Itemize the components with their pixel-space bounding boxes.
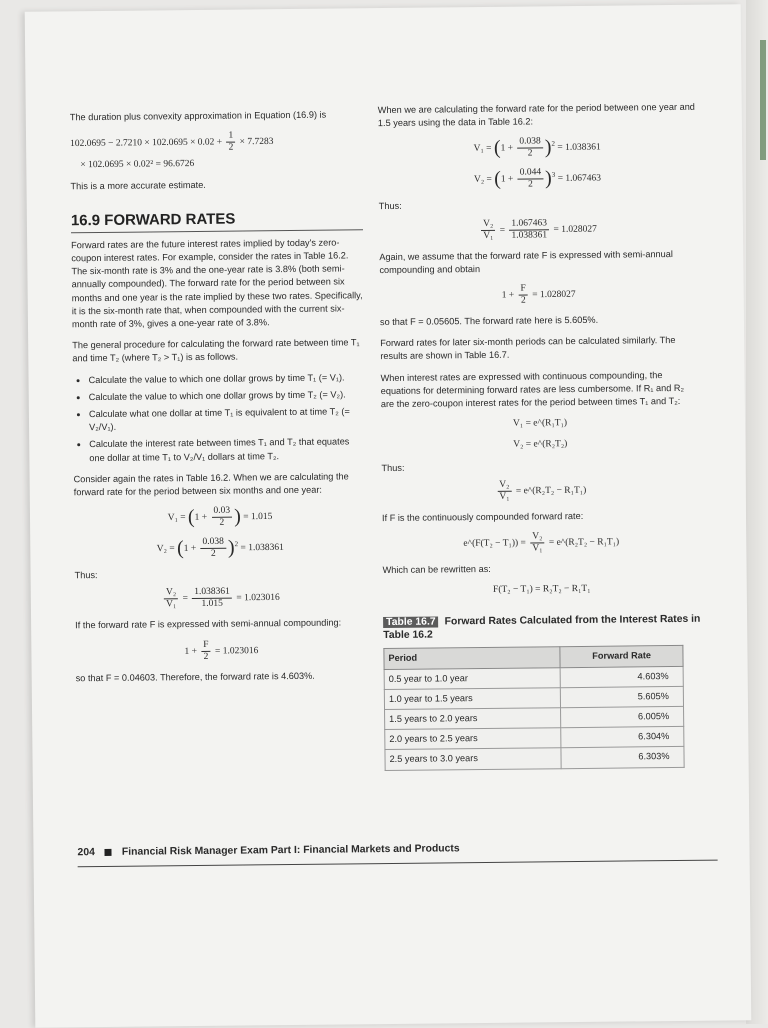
eq-part: V₁ = <box>167 513 189 524</box>
continuous-ratio <box>382 478 700 504</box>
table-cell: 5.605% <box>561 686 684 707</box>
fraction-denominator: V₁ <box>532 543 543 554</box>
right-intro: When we are calculating the forward rate for the period between one year and 1.5 years using the data in Table 16.2: <box>377 101 695 129</box>
procedure-list <box>72 371 365 465</box>
eq-part: 102.0695 − 2.7210 × 102.0695 × 0.02 + <box>70 137 225 150</box>
fraction <box>517 137 543 160</box>
fraction <box>192 587 232 610</box>
book-title: Financial Risk Manager Exam Part I: Financial Markets and Products <box>121 843 460 858</box>
v2-equation: V₂ = (1 + $\frac{0.038}{2}$ )$^2$ = 1.038361 <box>156 536 284 560</box>
fraction-numerator: 0.044 <box>518 168 543 180</box>
fraction-denominator: 1.038361 <box>511 229 548 241</box>
fraction-denominator: V₁ <box>499 491 510 502</box>
fraction-denominator: V₁ <box>483 230 494 241</box>
fraction-numerator: F <box>201 640 210 652</box>
eq-part: = 1.038361 <box>554 142 601 154</box>
ratio-equation: $\frac{\text{V₂}}{\text{V₁}}$ = $\frac{1.038361}{1.015}$ = 1.023016 <box>165 587 280 610</box>
forward-equation <box>75 638 367 664</box>
eq-part: 1 + <box>184 646 200 657</box>
eq-continuation: × 102.0695 × 0.02² = 96.6726 <box>80 159 195 171</box>
thus-label: Thus: <box>378 201 402 212</box>
eq-part: = 1.028027 <box>529 289 576 301</box>
table-cell: 2.0 years to 2.5 years <box>385 728 562 750</box>
book-page <box>25 4 752 1027</box>
left-intro: The duration plus convexity approximation in Equation (16.9) is <box>69 109 327 123</box>
list-item: • Calculate the interest rate between times T₁ and T₂ that equates one dollar at time T₁ to V₂/V₁ dollars at time T₂. <box>89 436 365 465</box>
fraction <box>200 537 226 560</box>
fraction-denominator: 2 <box>528 179 533 190</box>
table-cell: 6.303% <box>561 747 684 768</box>
eq-part: V₁ = <box>473 143 494 155</box>
fraction-numerator: V₂ <box>497 480 511 492</box>
continuous-forward <box>382 530 700 556</box>
fraction <box>518 284 528 307</box>
separator-square-icon <box>105 849 112 856</box>
fraction-denominator: 2 <box>527 148 533 159</box>
forward-rates-table <box>383 645 684 770</box>
eq-part: 1 + <box>501 290 517 301</box>
fraction <box>509 218 549 241</box>
fraction-numerator: V₂ <box>530 531 544 543</box>
fraction-numerator: 1.038361 <box>192 587 232 599</box>
fraction <box>481 218 495 241</box>
table-number: Table 16.7 <box>383 617 439 629</box>
rewritten-equation: F(T₂ − T₁) = R₂T₂ − R₁T₁ <box>492 584 591 596</box>
fraction-denominator: 2 <box>203 651 209 662</box>
table-cell: 1.5 years to 2.0 years <box>385 708 562 730</box>
table-cell: 2.5 years to 3.0 years <box>385 748 562 770</box>
table-title: Forward Rates Calculated from the Interest Rates in Table 16.2 <box>383 614 701 642</box>
page-tab-marker <box>760 40 766 160</box>
fraction <box>497 480 511 503</box>
fraction <box>211 506 232 529</box>
paragraph: Which can be rewritten as: <box>382 563 491 576</box>
thus-label: Thus: <box>381 462 405 473</box>
paragraph: When interest rates are expressed with continuous compounding, the equations for determining forward rates are less cumbersome. If R₁ and R₂ are the zero-coupon interest rates for the period between times T₁ and T₂: <box>380 369 685 410</box>
eq-part: = 1.067463 <box>555 173 602 185</box>
thus-label: Thus: <box>74 570 98 581</box>
fraction-numerator: 1 <box>226 131 235 143</box>
fraction-numerator: 1.067463 <box>509 218 549 230</box>
fraction-numerator: F <box>518 284 527 296</box>
fraction-denominator: 2 <box>210 549 216 560</box>
paragraph: If the forward rate F is expressed with semi-annual compounding: <box>75 617 342 631</box>
fraction <box>518 168 544 191</box>
table-cell: 6.304% <box>561 727 684 748</box>
continuous-v1: V₁ = e^(R₁T₁) <box>512 418 568 429</box>
page-number: 204 <box>77 847 95 859</box>
table-cell: 0.5 year to 1.0 year <box>384 667 561 689</box>
estimate-text: This is a more accurate estimate. <box>70 180 206 192</box>
fraction-numerator: V₂ <box>164 588 178 600</box>
eq-part: e^(F(T₂ − T₁)) = <box>463 538 529 549</box>
fraction-numerator: 0.038 <box>200 537 225 549</box>
eq-part: × 7.7283 <box>237 137 274 148</box>
fraction-numerator: 0.03 <box>211 506 232 518</box>
paragraph: If F is the continuously compounded forward rate: <box>381 510 584 523</box>
eq-part: = 1.023016 <box>212 645 259 657</box>
fraction-denominator: 1.015 <box>201 599 223 610</box>
v2-equation: V₂ = (1 + $\frac{0.044}{2}$ )$^3$ = 1.067463 <box>473 167 602 191</box>
list-item: • Calculate what one dollar at time T₁ is equivalent to at time T₂ (= V₂/V₁). <box>89 405 365 434</box>
list-item: • Calculate the value to which one dollar grows by time T₂ (= V₂). <box>89 388 365 404</box>
paragraph: Consider again the rates in Table 16.2. When we are calculating the forward rate for the period between six months and one year: <box>73 471 349 498</box>
eq-part: V₂ = <box>473 174 495 186</box>
section-title: 16.9 FORWARD RATES <box>71 211 363 233</box>
fraction <box>530 531 544 554</box>
eq-part: = 1.038361 <box>238 543 284 554</box>
eq-part: = 1.028027 <box>551 224 597 235</box>
fraction-denominator: 2 <box>520 295 526 306</box>
table-cell: 6.005% <box>561 706 684 727</box>
fraction <box>226 131 235 154</box>
ratio-equation: $\frac{\text{V₂}}{\text{V₁}}$ = $\frac{1.067463}{1.038361}$ = 1.028027 <box>483 217 597 241</box>
fraction-denominator: 2 <box>228 142 234 153</box>
table-cell: 1.0 year to 1.5 years <box>384 688 561 710</box>
eq-part: = e^(R₂T₂ − R₁T₁) <box>513 485 587 497</box>
eq-part: = 1.023016 <box>233 593 280 604</box>
fraction-numerator: V₂ <box>481 218 495 230</box>
eq-part: = e^(R₂T₂ − R₁T₁) <box>546 537 620 549</box>
fraction-numerator: 0.038 <box>517 137 542 149</box>
paragraph: so that F = 0.04603. Therefore, the forward rate is 4.603%. <box>75 670 315 683</box>
fraction-denominator: V₁ <box>166 599 177 610</box>
eq-part: = 1.015 <box>240 512 273 523</box>
continuous-v2: V₂ = e^(R₂T₂) <box>513 439 568 451</box>
table-row <box>385 747 684 770</box>
paragraph: The general procedure for calculating the forward rate between time T₁ and time T₂ (where T₂ > T₁) is as follows. <box>72 337 360 364</box>
forward-equation <box>380 282 698 308</box>
paragraph: Forward rates for later six-month periods can be calculated similarly. The results are shown in Table 16.7. <box>380 335 676 362</box>
eq-part: V₂ = <box>156 544 178 555</box>
paragraph: Forward rates are the future interest rates implied by today's zero-coupon interest rates. For example, consider the rates in Table 16.2. The six-month rate is 3% and the one-year rate is 3.8% (both semi-annually compounded). The forward rate for the period between six months and one year is the rate implied by these two rates. Specifically, it is the six-month rate that, when compounded with the current six-month rate of 3%, gives a one-year rate of 3.8%. <box>71 237 363 330</box>
page-footer <box>77 841 717 868</box>
fraction <box>164 588 178 611</box>
table-caption <box>383 613 701 642</box>
paragraph: so that F = 0.05605. The forward rate here is 5.605%. <box>379 314 599 328</box>
column-header: Forward Rate <box>560 646 683 667</box>
v1-equation: V₁ = (1 + $\frac{0.03}{2}$ ) = 1.015 <box>167 505 273 529</box>
paragraph: Again, we assume that the forward rate F is expressed with semi-annual compounding and obtain <box>379 248 673 275</box>
table-cell: 4.603% <box>560 666 683 687</box>
fraction <box>201 640 211 663</box>
column-header: Period <box>384 647 561 669</box>
list-item: • Calculate the value to which one dollar grows by time T₁ (= V₁). <box>88 371 364 387</box>
left-column <box>70 108 368 693</box>
fraction-denominator: 2 <box>219 517 225 529</box>
right-column <box>378 101 703 771</box>
convexity-equation <box>70 129 362 172</box>
v1-equation: V₁ = (1 + $\frac{0.038}{2}$ )$^2$ = 1.038361 <box>473 136 601 160</box>
